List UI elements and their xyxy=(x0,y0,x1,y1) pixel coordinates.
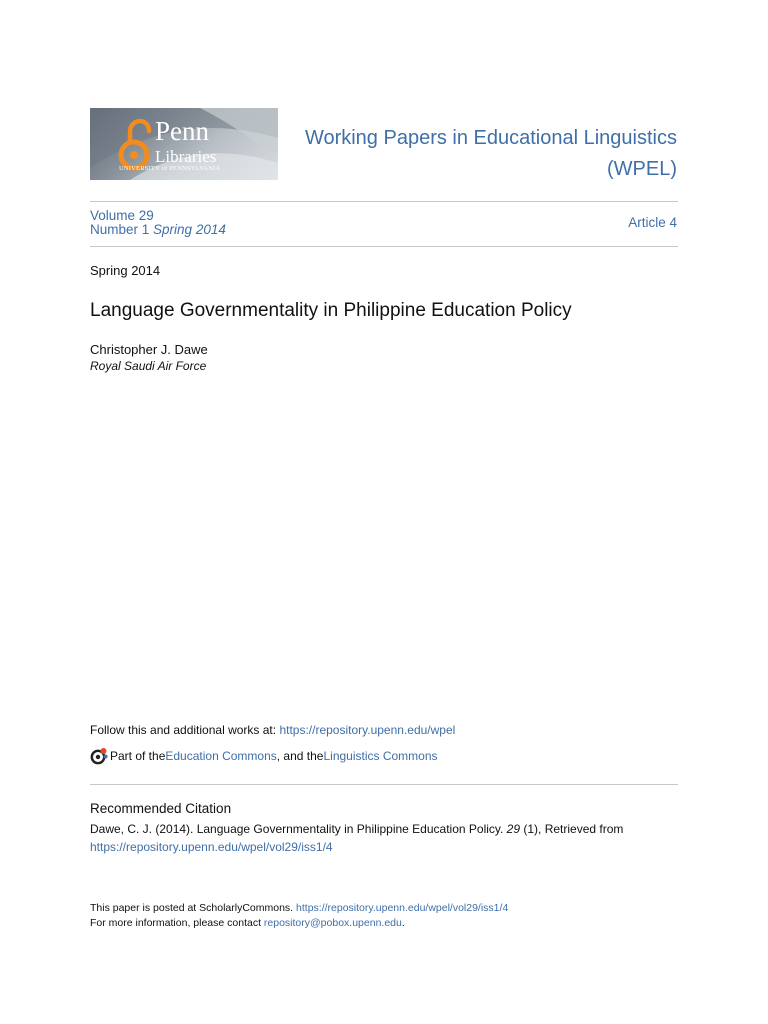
contact-email-link[interactable]: repository@pobox.upenn.edu xyxy=(263,916,402,929)
citation-url-link[interactable]: https://repository.upenn.edu/wpel/vol29/iss1/4 xyxy=(90,840,333,854)
follow-url-link[interactable]: https://repository.upenn.edu/wpel xyxy=(279,723,456,737)
contact-end: . xyxy=(401,916,405,929)
contact-label: For more information, please contact xyxy=(90,916,264,929)
network-commons-icon xyxy=(90,747,108,765)
author-name: Christopher J. Dawe xyxy=(90,342,208,357)
citation-text xyxy=(90,820,690,856)
volume-link[interactable]: Volume 29 xyxy=(90,208,154,223)
posted-label: This paper is posted at ScholarlyCommons. xyxy=(90,902,297,914)
paper-title: Language Governmentality in Philippine Education Policy xyxy=(90,300,572,321)
season-link[interactable]: Spring 2014 xyxy=(153,222,226,237)
author-affiliation: Royal Saudi Air Force xyxy=(90,359,207,373)
journal-title-link[interactable] xyxy=(277,123,677,185)
issue-info xyxy=(90,209,226,237)
journal-title-line2: (WPEL) xyxy=(607,158,677,180)
article-link[interactable]: Article 4 xyxy=(628,215,677,230)
part-of-label: Part of the xyxy=(110,749,166,763)
divider xyxy=(90,246,678,247)
recommended-citation-heading: Recommended Citation xyxy=(90,801,232,816)
logo-word-penn: Penn xyxy=(155,116,209,146)
citation-rest: (1), Retrieved from xyxy=(520,822,624,836)
follow-line xyxy=(90,723,455,737)
divider xyxy=(90,201,678,202)
logo-tagline: UNIVERSITY of PENNSYLVANIA xyxy=(119,165,221,172)
part-of-separator: , and the xyxy=(276,749,324,763)
citation-volume: 29 xyxy=(506,822,521,836)
journal-title-line1: Working Papers in Educational Linguistics xyxy=(304,127,677,149)
posted-url-link[interactable]: https://repository.upenn.edu/wpel/vol29/iss1/4 xyxy=(296,902,509,914)
divider xyxy=(90,784,678,785)
linguistics-commons-link[interactable]: Linguistics Commons xyxy=(323,749,438,763)
publication-date: Spring 2014 xyxy=(90,263,161,278)
logo-word-libraries: Libraries xyxy=(155,147,217,166)
follow-label: Follow this and additional works at: xyxy=(90,723,280,737)
footer-notice xyxy=(90,901,508,930)
part-of-line xyxy=(90,747,438,765)
penn-libraries-logo[interactable] xyxy=(90,108,278,180)
citation-main: Dawe, C. J. (2014). Language Governmentality in Philippine Education Policy. xyxy=(90,822,507,836)
number-link[interactable]: Number 1 xyxy=(90,222,150,237)
education-commons-link[interactable]: Education Commons xyxy=(165,749,277,763)
